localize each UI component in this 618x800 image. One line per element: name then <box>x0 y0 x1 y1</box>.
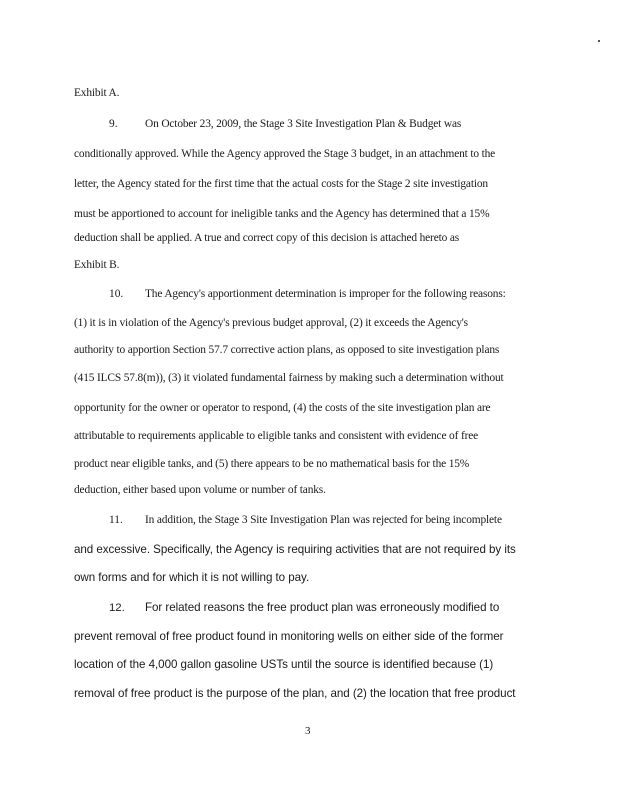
paragraph-number: 9. <box>109 118 118 130</box>
text-line: deduction shall be applied. A true and correct copy of this decision is attached hereto as <box>74 232 460 244</box>
text-line: and excessive. Specifically, the Agency is requiring activities that are not required by its <box>74 543 516 556</box>
text-line: For related reasons the free product plan was erroneously modified to <box>145 601 500 614</box>
text-line: (1) it is in violation of the Agency's previous budget approval, (2) it exceeds the Agency's <box>74 317 468 329</box>
text-line: In addition, the Stage 3 Site Investigation Plan was rejected for being incomplete <box>145 514 502 526</box>
text-line: Exhibit A. <box>74 87 120 99</box>
scan-speck <box>598 40 600 42</box>
text-line: must be apportioned to account for ineligible tanks and the Agency has determined that a 15% <box>74 208 490 220</box>
text-line: own forms and for which it is not willing to pay. <box>74 571 310 584</box>
paragraph-number: 12. <box>109 602 125 614</box>
text-line: deduction, either based upon volume or number of tanks. <box>74 484 326 496</box>
text-line: letter, the Agency stated for the first time that the actual costs for the Stage 2 site investigation <box>74 178 488 190</box>
paragraph-number: 10. <box>109 288 124 300</box>
text-line: location of the 4,000 gallon gasoline USTs until the source is identified because (1) <box>74 658 494 671</box>
text-line: On October 23, 2009, the Stage 3 Site Investigation Plan & Budget was <box>145 118 462 130</box>
text-line: opportunity for the owner or operator to respond, (4) the costs of the site investigation plan are <box>74 402 491 414</box>
text-line: attributable to requirements applicable to eligible tanks and consistent with evidence of free <box>74 430 479 442</box>
paragraph-number: 11. <box>109 514 123 526</box>
text-line: (415 ILCS 57.8(m)), (3) it violated fundamental fairness by making such a determination without <box>74 372 504 384</box>
text-line: prevent removal of free product found in monitoring wells on either side of the former <box>74 630 504 643</box>
text-line: The Agency's apportionment determination is improper for the following reasons: <box>145 288 506 300</box>
text-line: conditionally approved. While the Agency approved the Stage 3 budget, in an attachment to the <box>74 148 496 160</box>
text-line: Exhibit B. <box>74 259 120 271</box>
text-line: authority to apportion Section 57.7 corrective action plans, as opposed to site investigation plans <box>74 344 500 356</box>
text-line: removal of free product is the purpose of the plan, and (2) the location that free product <box>74 687 516 700</box>
text-line: product near eligible tanks, and (5) there appears to be no mathematical basis for the 15% <box>74 458 470 470</box>
page-number: 3 <box>305 725 311 737</box>
